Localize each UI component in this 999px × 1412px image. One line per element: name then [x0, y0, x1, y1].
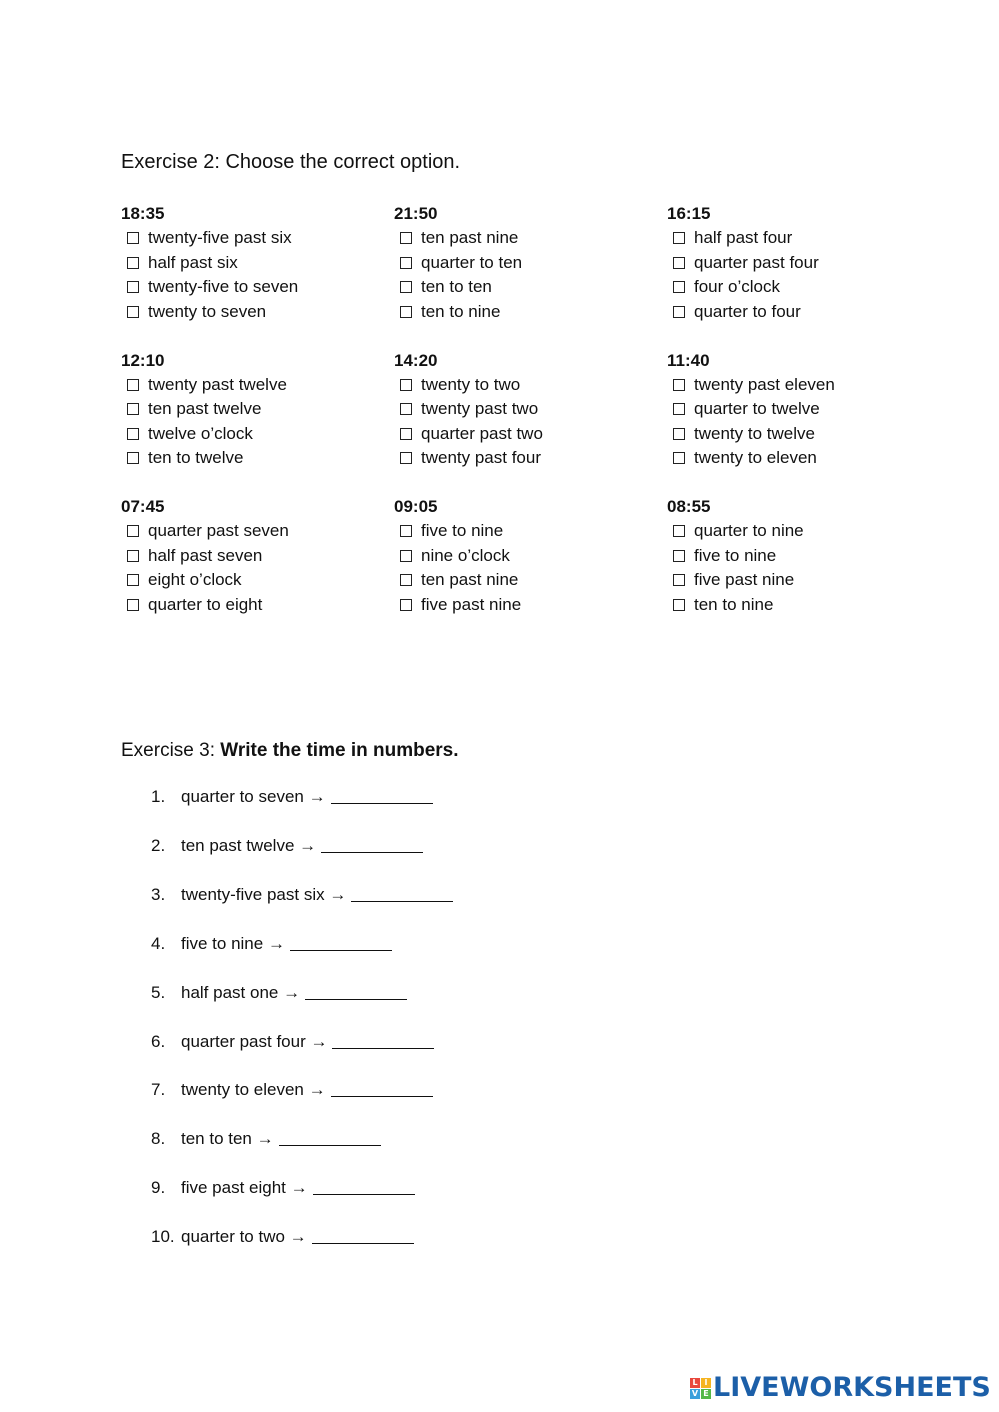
item-number: 1.	[151, 787, 166, 806]
option-label: twelve o’clock	[148, 423, 253, 443]
list-item	[151, 883, 453, 907]
answer-option[interactable]	[394, 275, 664, 300]
item-number: 5.	[151, 982, 166, 1002]
option-label: twenty past two	[421, 399, 539, 418]
checkbox[interactable]	[127, 525, 139, 537]
item-text: five to nine →	[181, 933, 285, 953]
option-label: ten to twelve	[148, 448, 244, 467]
option-label: twenty to twelve	[694, 423, 815, 443]
list-item	[151, 1176, 415, 1200]
checkbox[interactable]	[400, 428, 412, 440]
answer-option[interactable]	[394, 446, 664, 471]
option-label: ten past twelve	[148, 399, 262, 418]
checkbox[interactable]	[673, 257, 685, 269]
checkbox[interactable]	[127, 452, 139, 464]
answer-option[interactable]	[121, 593, 391, 618]
answer-option[interactable]	[667, 397, 937, 422]
answer-option[interactable]	[121, 519, 391, 544]
answer-option[interactable]	[394, 373, 664, 398]
option-label: ten to ten	[421, 277, 492, 296]
checkbox[interactable]	[127, 403, 139, 415]
answer-option[interactable]	[667, 446, 937, 471]
option-label: eight o’clock	[148, 570, 242, 589]
checkbox[interactable]	[400, 281, 412, 293]
list-item	[151, 1078, 433, 1102]
item-number: 7.	[151, 1080, 166, 1100]
item-number: 3.	[151, 884, 166, 904]
item-text: twenty-five past six →	[181, 884, 347, 904]
option-label: twenty past twelve	[148, 374, 287, 394]
question-time: 16:15	[667, 204, 711, 223]
answer-blank[interactable]	[279, 1128, 381, 1146]
exercise-3-instruction: Write the time in numbers.	[220, 740, 459, 761]
option-label: half past six	[148, 252, 238, 272]
option-label: ten to nine	[421, 301, 501, 321]
list-item	[151, 1030, 434, 1054]
checkbox[interactable]	[673, 306, 685, 318]
checkbox[interactable]	[673, 403, 685, 415]
checkbox[interactable]	[673, 525, 685, 537]
answer-option[interactable]	[394, 226, 664, 251]
answer-option[interactable]	[121, 373, 391, 398]
checkbox[interactable]	[127, 281, 139, 293]
option-label: twenty past four	[421, 448, 542, 467]
option-label: twenty-five past six	[148, 228, 292, 247]
answer-blank[interactable]	[331, 786, 433, 804]
answer-option[interactable]	[121, 397, 391, 422]
option-label: quarter to four	[694, 301, 801, 321]
checkbox[interactable]	[673, 281, 685, 293]
answer-option[interactable]	[394, 568, 664, 593]
checkbox[interactable]	[127, 428, 139, 440]
item-text: half past one →	[181, 982, 301, 1002]
option-label: ten to nine	[694, 594, 774, 614]
checkbox[interactable]	[673, 574, 685, 586]
answer-blank[interactable]	[305, 982, 407, 1000]
question-time: 11:40	[667, 350, 710, 370]
question-block	[121, 349, 391, 471]
answer-option[interactable]	[667, 275, 937, 300]
answer-option[interactable]	[394, 251, 664, 276]
list-item	[151, 981, 407, 1005]
item-text: ten past twelve →	[181, 835, 317, 855]
option-label: five to nine	[421, 521, 504, 540]
question-block	[667, 202, 937, 324]
option-label: twenty-five to seven	[148, 277, 299, 296]
option-label: five past nine	[421, 594, 522, 614]
checkbox[interactable]	[673, 550, 685, 562]
answer-option[interactable]	[121, 446, 391, 471]
checkbox[interactable]	[400, 379, 412, 391]
checkbox[interactable]	[400, 306, 412, 318]
question-block	[121, 202, 391, 324]
item-number: 4.	[151, 933, 166, 953]
checkbox[interactable]	[127, 574, 139, 586]
answer-blank[interactable]	[290, 933, 392, 951]
item-text: quarter to two →	[181, 1227, 307, 1247]
option-label: half past four	[694, 228, 793, 247]
item-number: 9.	[151, 1178, 166, 1198]
item-number: 2.	[151, 835, 166, 855]
answer-blank[interactable]	[313, 1177, 415, 1195]
exercise-3-title-prefix: Exercise 3:	[121, 740, 221, 761]
option-label: twenty to seven	[148, 301, 267, 321]
answer-option[interactable]	[121, 251, 391, 276]
answer-option[interactable]	[667, 300, 937, 325]
answer-option[interactable]	[121, 300, 391, 325]
list-item	[151, 834, 423, 858]
logo-letter: E	[701, 1389, 711, 1399]
answer-blank[interactable]	[321, 835, 423, 853]
question-time: 09:05	[394, 497, 438, 516]
item-text: quarter past four →	[181, 1031, 328, 1051]
option-label: quarter past four	[694, 252, 819, 272]
option-label: ten past nine	[421, 570, 519, 589]
checkbox[interactable]	[400, 599, 412, 611]
logo-letter: V	[691, 1388, 699, 1398]
answer-option[interactable]	[394, 544, 664, 569]
checkbox[interactable]	[400, 403, 412, 415]
logo-letter: L	[690, 1378, 700, 1388]
item-text: five past eight →	[181, 1178, 308, 1198]
option-label: twenty to two	[421, 374, 521, 394]
exercise-3-title	[121, 738, 459, 764]
question-time: 12:10	[121, 350, 165, 370]
answer-option[interactable]	[667, 568, 937, 593]
checkbox[interactable]	[400, 525, 412, 537]
option-label: quarter to nine	[694, 521, 804, 540]
checkbox[interactable]	[673, 452, 685, 464]
item-text: quarter to seven →	[181, 787, 326, 806]
answer-option[interactable]	[667, 544, 937, 569]
item-number: 6.	[151, 1031, 166, 1051]
option-label: five past nine	[694, 570, 795, 589]
item-text: ten to ten →	[181, 1129, 274, 1149]
option-label: quarter past seven	[148, 521, 289, 540]
option-label: twenty to eleven	[694, 448, 817, 467]
question-block	[394, 202, 664, 324]
checkbox[interactable]	[673, 379, 685, 391]
item-number: 10.	[151, 1227, 175, 1247]
checkbox[interactable]	[400, 232, 412, 244]
checkbox[interactable]	[400, 550, 412, 562]
checkbox[interactable]	[673, 599, 685, 611]
checkbox[interactable]	[673, 232, 685, 244]
answer-option[interactable]	[667, 422, 937, 447]
question-block	[121, 495, 391, 617]
question-block	[667, 349, 937, 471]
option-label: half past seven	[148, 545, 263, 565]
checkbox[interactable]	[127, 306, 139, 318]
checkbox[interactable]	[127, 550, 139, 562]
option-label: ten past nine	[421, 228, 519, 247]
list-item	[151, 932, 392, 956]
checkbox[interactable]	[400, 257, 412, 269]
question-time: 14:20	[394, 350, 438, 370]
answer-option[interactable]	[394, 397, 664, 422]
answer-option[interactable]	[394, 300, 664, 325]
list-item	[151, 1225, 414, 1249]
answer-option[interactable]	[121, 544, 391, 569]
checkbox[interactable]	[400, 452, 412, 464]
question-block	[394, 349, 664, 471]
exercise-2-title: Exercise 2: Choose the correct option.	[121, 151, 461, 173]
answer-option[interactable]	[667, 226, 937, 251]
answer-option[interactable]	[394, 519, 664, 544]
option-label: quarter past two	[421, 423, 543, 443]
question-time: 21:50	[394, 204, 438, 223]
option-label: quarter to ten	[421, 252, 523, 272]
logo-mark-icon	[690, 1378, 711, 1399]
question-block	[667, 495, 937, 617]
item-number: 8.	[151, 1129, 166, 1149]
logo-letter: I	[701, 1378, 711, 1388]
answer-option[interactable]	[667, 373, 937, 398]
liveworksheets-logo	[690, 1371, 991, 1405]
checkbox[interactable]	[673, 428, 685, 440]
checkbox[interactable]	[127, 379, 139, 391]
list-item	[151, 785, 433, 809]
answer-blank[interactable]	[351, 884, 453, 902]
question-block	[394, 495, 664, 617]
option-label: nine o’clock	[421, 545, 510, 565]
question-time: 07:45	[121, 497, 165, 516]
answer-blank[interactable]	[312, 1226, 414, 1244]
question-time: 18:35	[121, 204, 165, 223]
item-text: twenty to eleven →	[181, 1080, 326, 1100]
answer-option[interactable]	[121, 275, 391, 300]
list-item	[151, 1127, 381, 1151]
option-label: quarter to twelve	[694, 399, 820, 418]
answer-option[interactable]	[121, 422, 391, 447]
checkbox[interactable]	[127, 599, 139, 611]
answer-blank[interactable]	[331, 1079, 433, 1097]
option-label: quarter to eight	[148, 594, 263, 614]
answer-option[interactable]	[667, 519, 937, 544]
answer-option[interactable]	[121, 226, 391, 251]
option-label: five to nine	[694, 545, 777, 565]
answer-option[interactable]	[121, 568, 391, 593]
question-time: 08:55	[667, 497, 711, 516]
answer-blank[interactable]	[332, 1031, 434, 1049]
checkbox[interactable]	[400, 574, 412, 586]
answer-option[interactable]	[394, 422, 664, 447]
answer-option[interactable]	[667, 593, 937, 618]
checkbox[interactable]	[127, 257, 139, 269]
option-label: four o’clock	[694, 277, 780, 296]
answer-option[interactable]	[394, 593, 664, 618]
option-label: twenty past eleven	[694, 374, 835, 394]
checkbox[interactable]	[127, 232, 139, 244]
brand-name: LIVEWORKSHEETS	[713, 1372, 991, 1403]
answer-option[interactable]	[667, 251, 937, 276]
